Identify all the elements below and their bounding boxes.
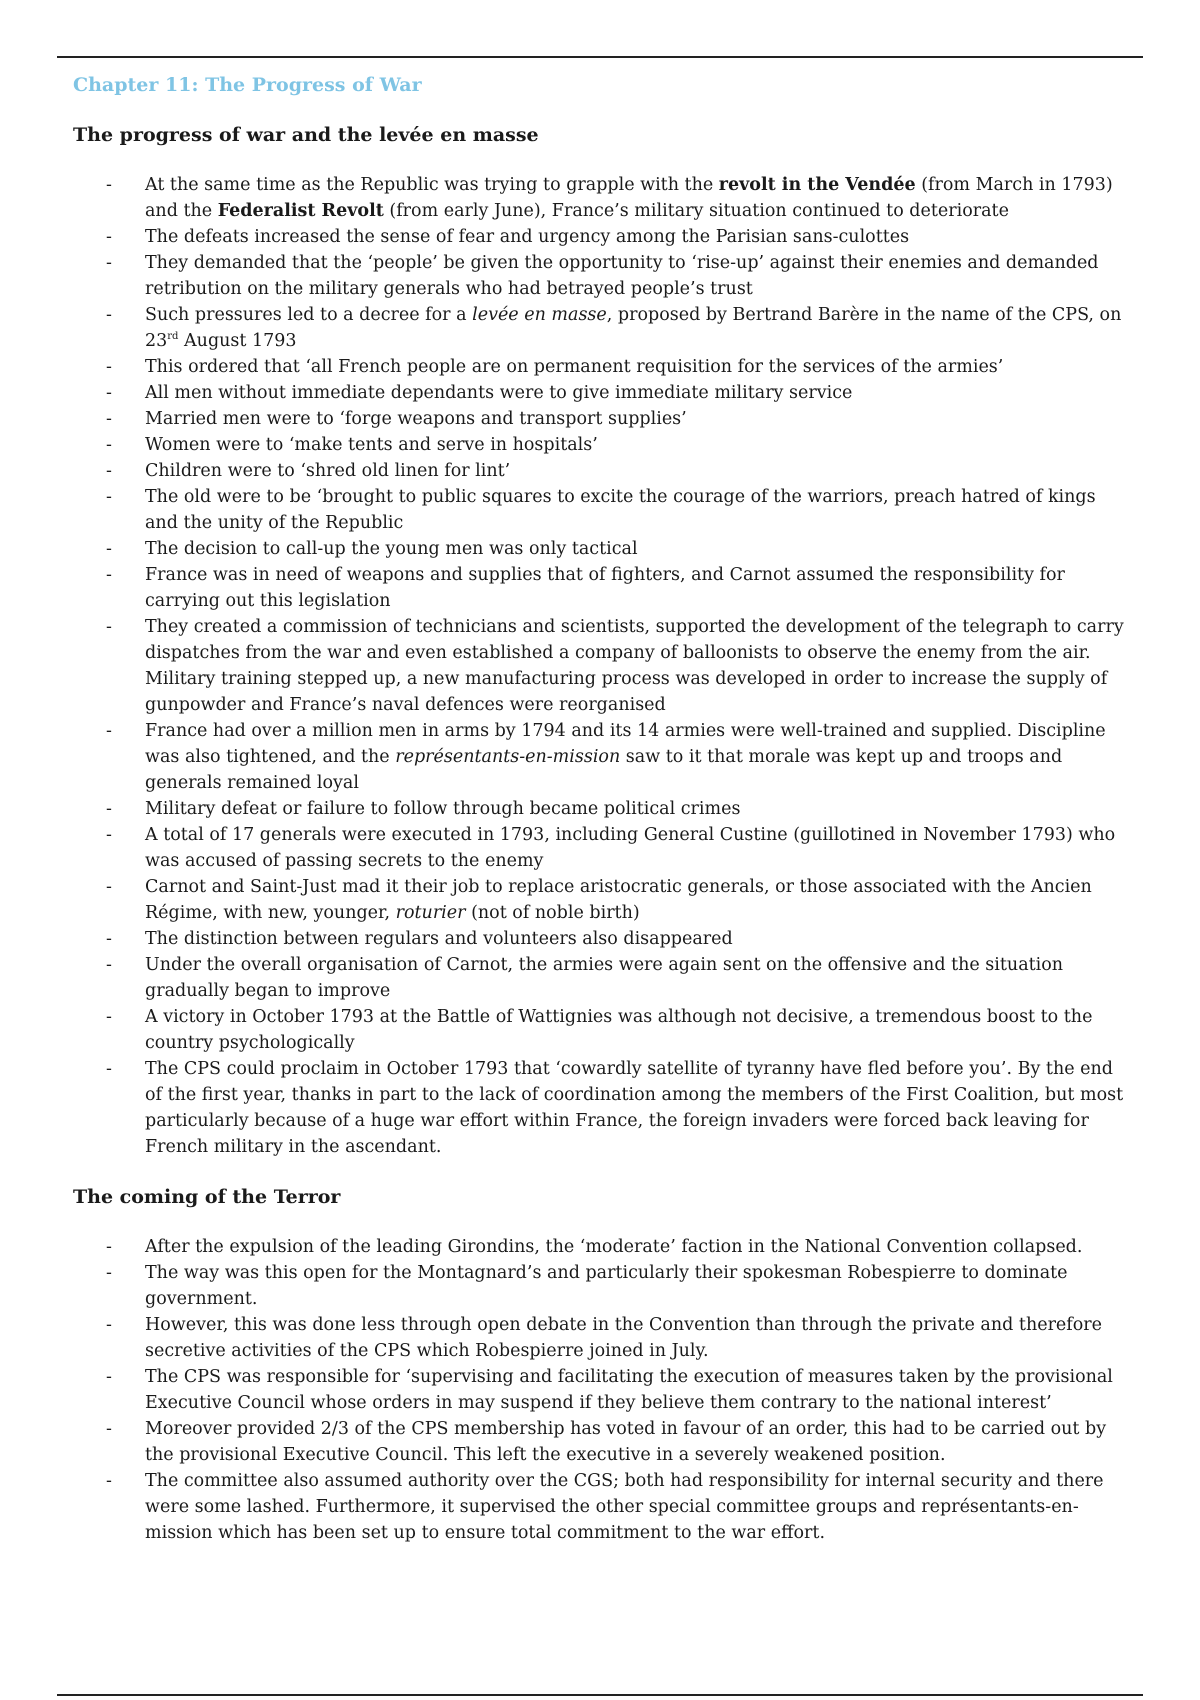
text-run: , proposed by Bertrand Barère in the name of the CPS, on 23 xyxy=(145,305,1122,351)
superscript-text: rd xyxy=(167,331,179,343)
section-heading: The progress of war and the levée en masse xyxy=(73,124,539,146)
list-item xyxy=(73,484,1133,536)
list-item xyxy=(73,406,1133,432)
text-run: This ordered that ‘all French people are on permanent requisition for the services of the armies’ xyxy=(145,357,1004,377)
list-item xyxy=(73,1260,1133,1312)
italic-text: roturier xyxy=(395,903,466,923)
list-item xyxy=(73,1468,1133,1546)
text-run: Moreover provided 2/3 of the CPS membership has voted in favour of an order, this had to be carried out by the provisional Executive Council. This left the executive in a severely weakened position. xyxy=(145,1419,1107,1465)
bold-text: Federalist Revolt xyxy=(217,201,384,221)
text-run: The way was this open for the Montagnard’s and particularly their spokesman Robespierre to dominate government. xyxy=(145,1263,1068,1309)
bold-text: revolt in the Vendée xyxy=(718,175,916,195)
text-run: The decision to call-up the young men was only tactical xyxy=(145,539,638,559)
document-body xyxy=(73,72,1133,1546)
section-levee-en-masse xyxy=(73,122,1133,1160)
text-run: Under the overall organisation of Carnot, the armies were again sent on the offensive and the situation gradually began to improve xyxy=(145,955,1064,1001)
text-run: France was in need of weapons and supplies that of fighters, and Carnot assumed the responsibility for carrying out this legislation xyxy=(145,565,1065,611)
text-run: The old were to be ‘brought to public squares to excite the courage of the warriors, preach hatred of kings and the unity of the Republic xyxy=(145,487,1096,533)
list-item xyxy=(73,354,1133,380)
text-run: (from March in 1793) and the xyxy=(145,175,1113,221)
list-item xyxy=(73,562,1133,614)
text-run: The CPS was responsible for ‘supervising and facilitating the execution of measures taken by the provisional Executive Council whose orders in may suspend if they believe them contrary to the national interest’ xyxy=(145,1367,1113,1413)
section-heading: The coming of the Terror xyxy=(73,1186,341,1208)
list-item xyxy=(73,952,1133,1004)
text-run: Military defeat or failure to follow through became political crimes xyxy=(145,799,741,819)
list-item xyxy=(73,1004,1133,1056)
text-run: They created a commission of technicians and scientists, supported the development of the telegraph to carry dispatches from the war and even established a company of balloonists to observe the enemy from the air. Military training stepped up, a new manufacturing process was developed in order to increase the supply of gunpowder and France’s naval defences were reorganised xyxy=(145,617,1124,715)
bottom-rule xyxy=(57,1694,1143,1696)
text-run: After the expulsion of the leading Girondins, the ‘moderate’ faction in the National Convention collapsed. xyxy=(145,1237,1083,1257)
list-item xyxy=(73,874,1133,926)
text-run: Children were to ‘shred old linen for lint’ xyxy=(145,461,511,481)
bullet-list xyxy=(73,1234,1133,1546)
text-run: Married men were to ‘forge weapons and transport supplies’ xyxy=(145,409,687,429)
section-coming-of-terror xyxy=(73,1184,1133,1546)
chapter-title: Chapter 11: The Progress of War xyxy=(73,74,422,96)
list-item xyxy=(73,302,1133,354)
italic-text: levée en masse xyxy=(472,305,607,325)
text-run: They demanded that the ‘people’ be given the opportunity to ‘rise-up’ against their enemies and demanded retribution on the military generals who had betrayed people’s trust xyxy=(145,253,1099,299)
list-item xyxy=(73,536,1133,562)
text-run: August 1793 xyxy=(178,331,297,351)
list-item xyxy=(73,250,1133,302)
text-run: (not of noble birth) xyxy=(465,903,640,923)
list-item xyxy=(73,1416,1133,1468)
list-item xyxy=(73,1234,1133,1260)
list-item xyxy=(73,614,1133,718)
text-run: All men without immediate dependants were to give immediate military service xyxy=(145,383,853,403)
text-run: France had over a million men in arms by 1794 and its 14 armies were well-trained and supplied. Discipline was also tightened, and the xyxy=(145,721,1106,767)
list-item xyxy=(73,224,1133,250)
list-item xyxy=(73,822,1133,874)
text-run: The distinction between regulars and volunteers also disappeared xyxy=(145,929,733,949)
list-item xyxy=(73,1364,1133,1416)
list-item xyxy=(73,796,1133,822)
top-rule xyxy=(57,56,1143,58)
text-run: The CPS could proclaim in October 1793 that ‘cowardly satellite of tyranny have fled before you’. By the end of the first year, thanks in part to the lack of coordination among the members of the First Coalition, but most particularly because of a huge war effort within France, the foreign invaders were forced back leaving for French military in the ascendant. xyxy=(145,1059,1124,1157)
text-run: Women were to ‘make tents and serve in hospitals’ xyxy=(145,435,598,455)
list-item xyxy=(73,1056,1133,1160)
text-run: (from early June), France’s military situation continued to deteriorate xyxy=(383,201,1009,221)
text-run: The committee also assumed authority over the CGS; both had responsibility for internal security and there were some lashed. Furthermore, it supervised the other special committee groups and représentants-en-mission which has been set up to ensure total commitment to the war effort. xyxy=(145,1471,1104,1543)
text-run: A victory in October 1793 at the Battle of Wattignies was although not decisive, a tremendous boost to the country psychologically xyxy=(145,1007,1093,1053)
text-run: saw to it that morale was kept up and troops and generals remained loyal xyxy=(145,747,1063,793)
italic-text: représentants-en-mission xyxy=(395,747,621,767)
bullet-list xyxy=(73,172,1133,1160)
list-item xyxy=(73,380,1133,406)
text-run: A total of 17 generals were executed in 1793, including General Custine (guillotined in November 1793) who was accused of passing secrets to the enemy xyxy=(145,825,1116,871)
text-run: Carnot and Saint-Just mad it their job to replace aristocratic generals, or those associated with the Ancien Régime, with new, younger, xyxy=(145,877,1092,923)
text-run: At the same time as the Republic was trying to grapple with the xyxy=(145,175,719,195)
text-run: However, this was done less through open debate in the Convention than through the private and therefore secretive activities of the CPS which Robespierre joined in July. xyxy=(145,1315,1103,1361)
list-item xyxy=(73,1312,1133,1364)
list-item xyxy=(73,432,1133,458)
list-item xyxy=(73,718,1133,796)
text-run: Such pressures led to a decree for a xyxy=(145,305,473,325)
list-item xyxy=(73,926,1133,952)
list-item xyxy=(73,458,1133,484)
list-item xyxy=(73,172,1133,224)
text-run: The defeats increased the sense of fear and urgency among the Parisian sans-culottes xyxy=(145,227,910,247)
